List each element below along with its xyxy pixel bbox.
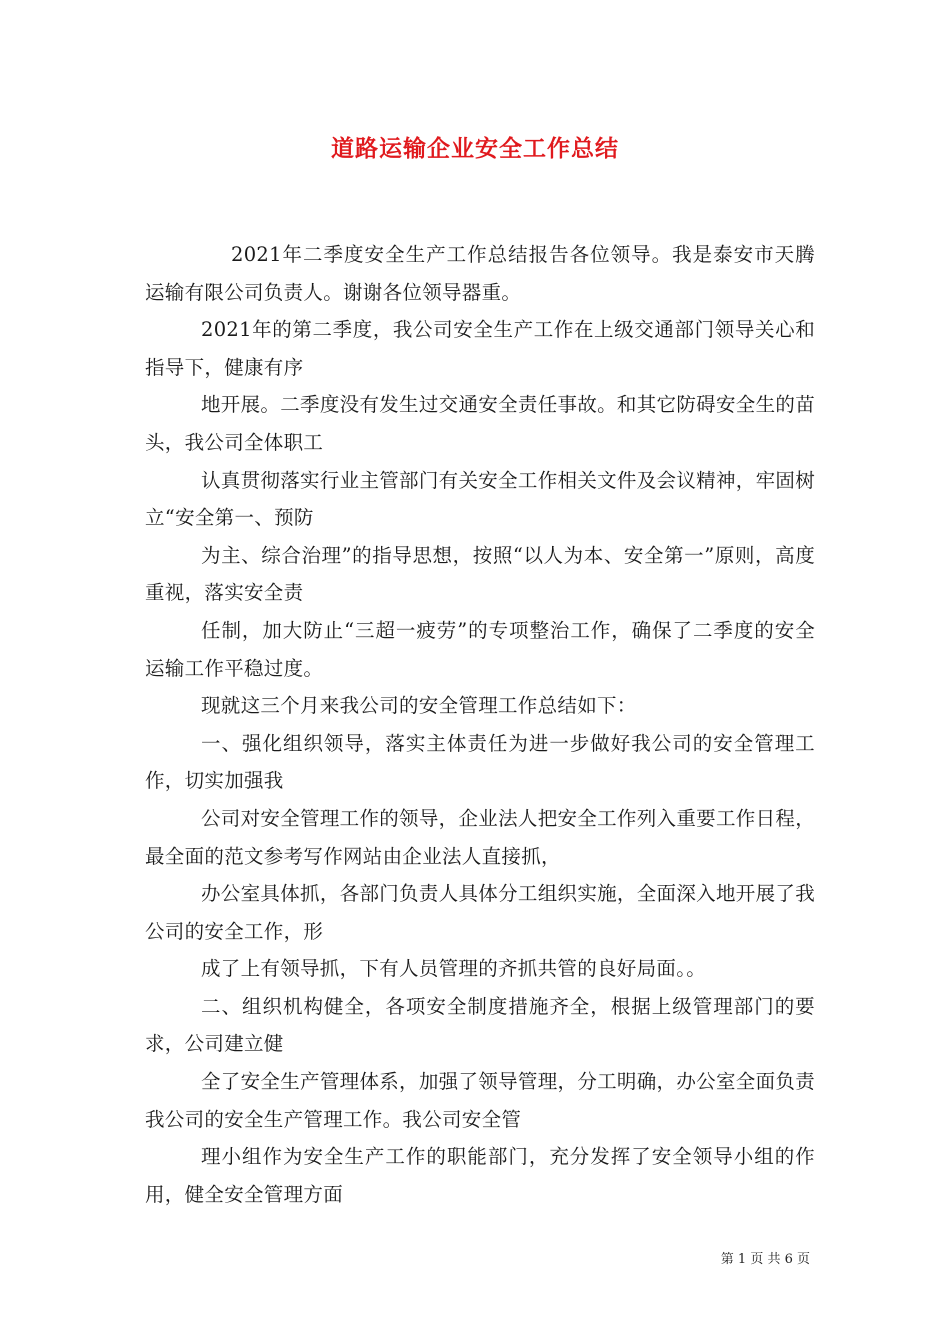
paragraph: 公司对安全管理工作的领导，企业法人把安全工作列入重要工作日程，最全面的范文参考写作网站由企业法人直接抓， xyxy=(145,806,815,868)
paragraph: 全了安全生产管理体系，加强了领导管理，分工明确，办公室全面负责我公司的安全生产管理工作。我公司安全管 xyxy=(145,1070,815,1131)
paragraph: 成了上有领导抓，下有人员管理的齐抓共管的良好局面。。 xyxy=(201,957,707,981)
paragraph: 一、强化组织领导，落实主体责任为进一步做好我公司的安全管理工作，切实加强我 xyxy=(145,731,815,793)
paragraph: 任制，加大防止“三超一疲劳”的专项整治工作，确保了二季度的安全运输工作平稳过度。 xyxy=(145,618,815,680)
document-body xyxy=(145,236,815,1213)
paragraph: 二、组织机构健全，各项安全制度措施齐全，根据上级管理部门的要求，公司建立健 xyxy=(145,994,815,1056)
page-number-footer: 第 1 页 共 6 页 xyxy=(720,1252,810,1267)
paragraph: 2021年二季度安全生产工作总结报告各位领导。我是泰安市天腾运输有限公司负责人。谢谢各位领导器重。 xyxy=(145,243,815,304)
document-title: 道路运输企业安全工作总结 xyxy=(331,135,619,162)
paragraph: 认真贯彻落实行业主管部门有关安全工作相关文件及会议精神，牢固树立“安全第一、预防 xyxy=(145,468,815,530)
paragraph: 2021年的第二季度，我公司安全生产工作在上级交通部门领导关心和指导下，健康有序 xyxy=(145,318,815,379)
paragraph: 理小组作为安全生产工作的职能部门，充分发挥了安全领导小组的作用，健全安全管理方面 xyxy=(145,1145,815,1206)
paragraph: 地开展。二季度没有发生过交通安全责任事故。和其它防碍安全生的苗头，我公司全体职工 xyxy=(145,393,815,454)
paragraph: 现就这三个月来我公司的安全管理工作总结如下： xyxy=(201,694,637,718)
paragraph: 为主、综合治理”的指导思想，按照“以人为本、安全第一”原则，高度重视，落实安全责 xyxy=(145,543,815,605)
paragraph: 办公室具体抓，各部门负责人具体分工组织实施，全面深入地开展了我公司的安全工作，形 xyxy=(145,882,815,943)
